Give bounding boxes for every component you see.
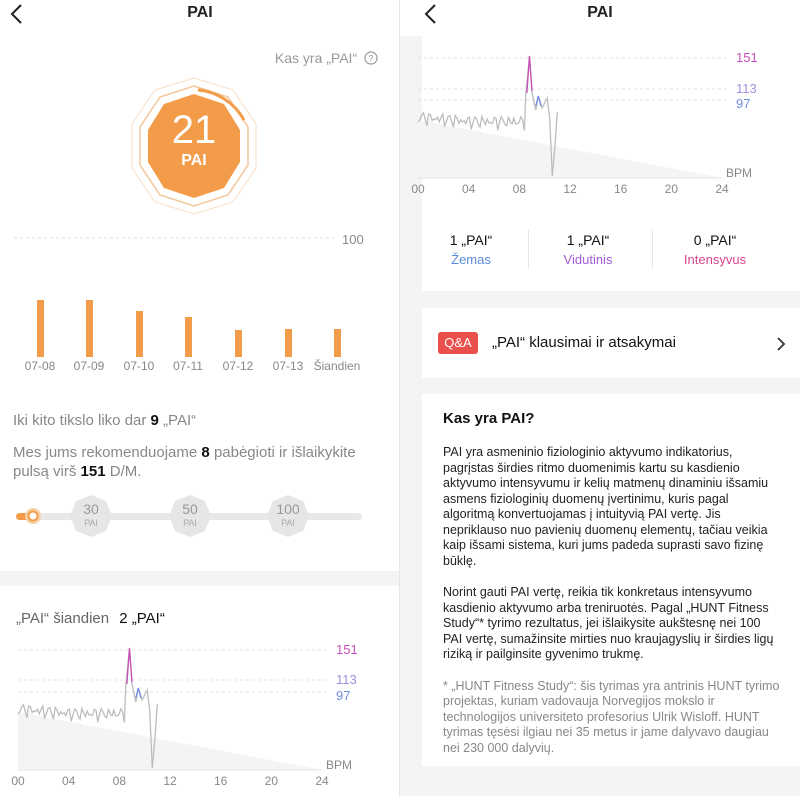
x-tick-label: 20	[664, 182, 678, 196]
weekly-bar-label: 07-08	[24, 359, 56, 373]
goal-prefix: Iki kito tikslo liko dar	[13, 412, 147, 429]
today-label: „PAI“ šiandien	[16, 610, 110, 627]
svg-text:?: ?	[368, 53, 374, 64]
info-paragraph-1: PAI yra asmeninio fiziologinio aktyvumo indikatorius, pagrįstas širdies ritmo duomenimis kartu su kasdienio aktyvumo intensyvumu ir kelių matmenų dinaminiu išsamiu asmens fiziologinių duomenų įvertinimu, kuris pagal algoritmą konvertuojamas į intuityvią PAI vertę. Jis nepriklauso nuo pavienių duomenų elementų, tačiau veikia kaip išsami sistema, kuri jums padeda suprasti savo fizinę būklę.	[443, 445, 769, 568]
goal-remaining: 9	[150, 412, 159, 429]
heart-rate-mid-segment	[136, 688, 141, 698]
pai-score-value: 21	[171, 108, 217, 152]
goal-suffix: „PAI“	[163, 412, 197, 429]
chart-zones-card	[411, 36, 800, 291]
milestone-value: 50	[182, 501, 198, 517]
zone-value: 1 „PAI“	[449, 232, 493, 248]
right-panel	[400, 0, 800, 796]
what-is-pai-link[interactable]	[275, 50, 378, 66]
x-tick-label: 00	[411, 182, 425, 196]
weekly-bar-label: Šiandien	[313, 359, 361, 373]
info-title: Kas yra PAI?	[443, 410, 535, 427]
x-tick-label: 24	[715, 182, 729, 196]
level-high-label: 151	[736, 50, 758, 65]
weekly-bar-label: 07-09	[73, 359, 105, 373]
milestone-value: 100	[276, 501, 300, 517]
weekly-bar	[285, 329, 292, 357]
qa-row[interactable]	[422, 308, 800, 378]
level-mid-label: 113	[736, 81, 757, 96]
rec-part-3: pulsą virš	[13, 463, 77, 480]
qa-label: „PAI“ klausimai ir atsakymai	[492, 334, 676, 351]
zone-name: Žemas	[451, 252, 491, 267]
heart-rate-high-segment	[127, 648, 132, 684]
weekly-bar	[86, 300, 93, 357]
top-bar	[0, 0, 400, 36]
level-mid-label: 113	[336, 672, 357, 687]
rec-part-4: D/M.	[109, 463, 142, 480]
heart-rate-chart-today	[0, 636, 400, 796]
x-tick-label: 08	[512, 182, 526, 196]
heart-rate-high-segment	[527, 56, 532, 93]
bpm-unit-label: BPM	[726, 166, 753, 180]
progress-marker-icon	[24, 507, 42, 525]
weekly-bar	[136, 311, 143, 357]
weekly-max-label: 100	[342, 232, 364, 247]
milestone-unit: PAI	[281, 518, 295, 528]
resting-area	[418, 120, 722, 178]
what-is-pai-label: Kas yra „PAI“	[274, 50, 358, 66]
weekly-bar	[334, 329, 341, 357]
x-tick-label: 04	[61, 774, 76, 788]
weekly-bar-label: 07-11	[173, 359, 203, 373]
zone-name: Vidutinis	[563, 252, 613, 267]
recommendation-text	[13, 443, 383, 481]
x-tick-label: 16	[613, 182, 628, 196]
info-footnote: * „HUNT Fitness Study“: šis tyrimas yra antrinis HUNT tyrimo projektas, kuriam vadovauja Norvegijos mokslo ir technologijos universiteto profesorius Ulrik Wisloff. HUNT tyrimas tęsėsi ilgiau nei 35 metus ir jame dalyvavo daugiau nei 230 000 dalyvių.	[443, 678, 780, 755]
rec-minutes: 8	[201, 444, 210, 461]
milestone-value: 30	[83, 501, 99, 517]
weekly-bar	[185, 317, 192, 357]
rec-part-2: pabėgioti ir išlaikykite	[213, 444, 356, 461]
pai-score-unit: PAI	[181, 152, 207, 169]
weekly-bar-label: 07-10	[123, 359, 155, 373]
today-card	[0, 586, 400, 796]
zone-separator	[652, 230, 653, 268]
zone-name: Intensyvus	[683, 252, 747, 267]
level-high-label: 151	[336, 642, 358, 657]
level-low-label: 97	[336, 688, 351, 703]
heart-rate-chart	[400, 36, 800, 216]
top-bar-right	[400, 0, 800, 36]
milestone-unit: PAI	[84, 518, 98, 528]
info-card	[422, 394, 800, 766]
weekly-bar	[235, 330, 242, 357]
resting-area	[18, 712, 322, 770]
rec-part-1: Mes jums rekomenduojame	[13, 444, 198, 461]
today-pai	[16, 610, 165, 627]
chevron-right-icon	[776, 336, 786, 352]
x-tick-label: 04	[461, 182, 476, 196]
x-tick-label: 24	[315, 774, 329, 788]
page-title: PAI	[187, 4, 213, 21]
weekly-bar-label: 07-13	[272, 359, 304, 373]
bpm-unit-label: BPM	[326, 758, 353, 772]
weekly-bar-label: 07-12	[222, 359, 254, 373]
rec-bpm: 151	[80, 463, 106, 480]
info-paragraph-2: Norint gauti PAI vertę, reikia tik konkretaus intensyvumo kasdienio aktyvumo arba treniruotės. Pagal „HUNT Fitness Study“* tyrimo rezultatus, jei išlaikysite aukštesnę nei 100 PAI vertę, sumažinsite mirties nuo kraujagyslių ir širdies ligų riziką ir pailginsite gyvenimo trukmę.	[443, 585, 774, 661]
level-low-label: 97	[736, 96, 751, 111]
heart-rate-mid-segment	[536, 96, 541, 106]
x-tick-label: 12	[563, 182, 577, 196]
qa-badge: Q&A	[438, 332, 478, 354]
zone-value: 1 „PAI“	[566, 232, 610, 248]
summary-card	[0, 36, 400, 571]
milestone-unit: PAI	[183, 518, 197, 528]
x-tick-label: 16	[213, 774, 228, 788]
page-title-right: PAI	[587, 4, 613, 21]
x-tick-label: 20	[264, 774, 278, 788]
x-tick-label: 12	[163, 774, 177, 788]
today-value: 2 „PAI“	[119, 610, 165, 627]
x-tick-label: 00	[11, 774, 25, 788]
weekly-bar	[37, 300, 44, 357]
zone-separator	[528, 230, 529, 268]
chart-left-svg	[0, 636, 400, 796]
x-tick-label: 08	[112, 774, 126, 788]
zone-value: 0 „PAI“	[693, 232, 737, 248]
goal-text	[13, 412, 196, 429]
help-icon	[364, 51, 378, 65]
